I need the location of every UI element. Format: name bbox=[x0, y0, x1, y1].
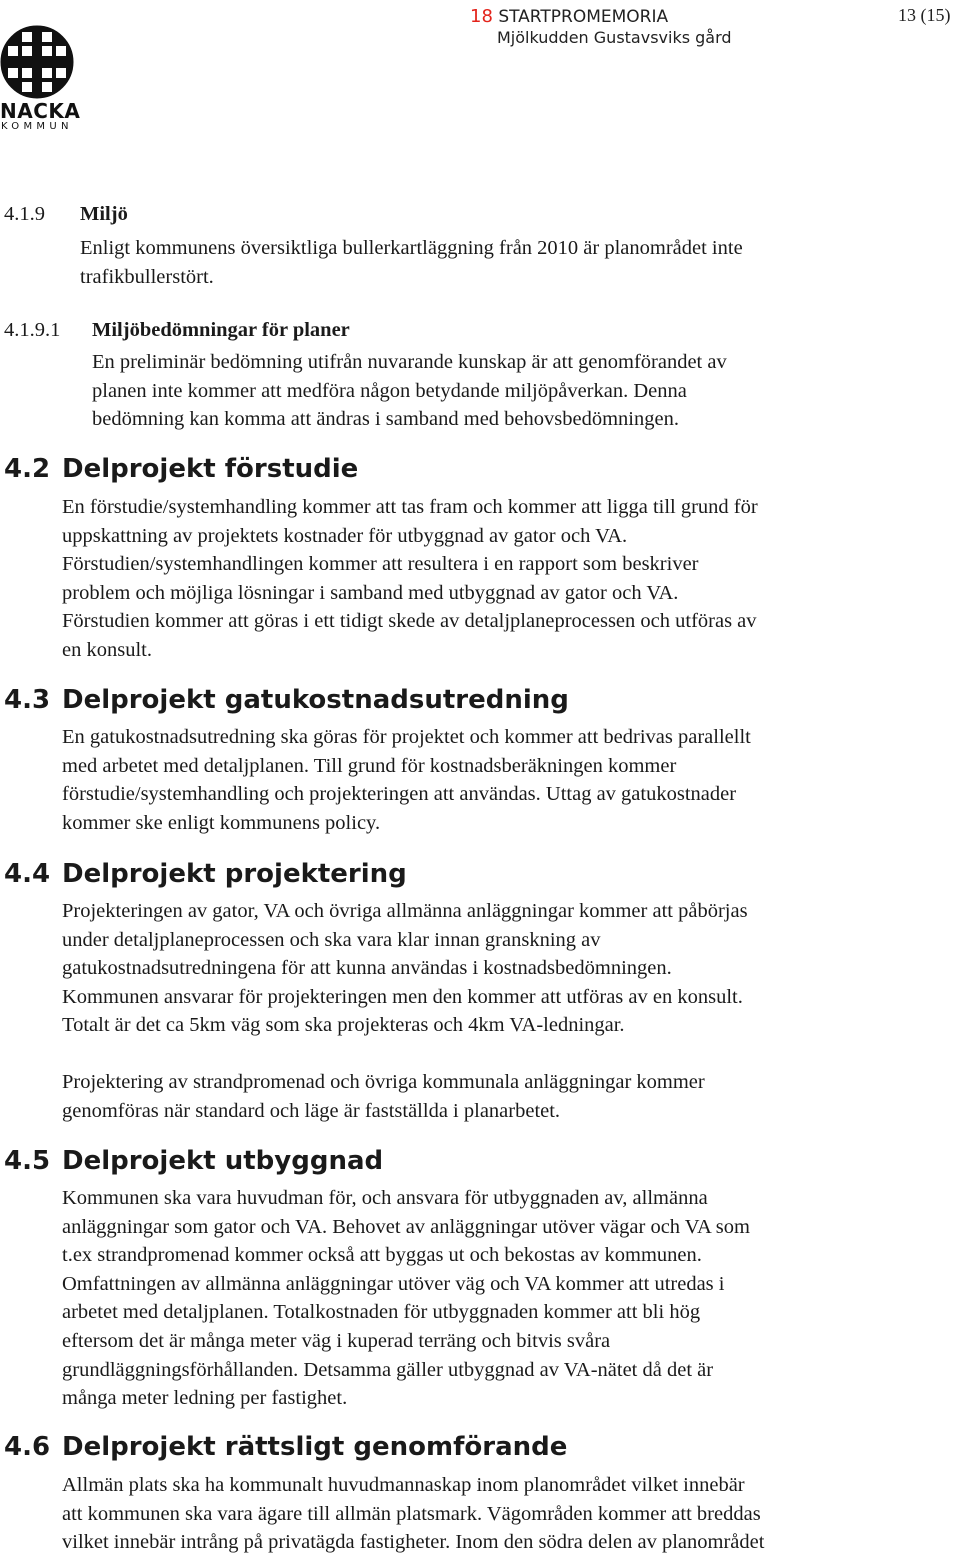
section-number-4-1-9: 4.1.9 bbox=[4, 203, 45, 225]
section-number-4-5: 4.5 bbox=[4, 1146, 51, 1176]
section-body-4-6: Allmän plats ska ha kommunalt huvudmannaskap inom planområdet vilket innebär att kommunen ska vara ägare till allmän platsmark. Vägområden kommer att breddas vilket innebär intrång på privatägda fastigheter. Inom den södra delen av planområdet bbox=[62, 1474, 765, 1554]
section-body-4-1-9-1: En preliminär bedömning utifrån nuvarande kunskap är att genomförandet av planen inte kommer att medföra någon betydande miljöpåverkan. Denna bedömning kan komma att ändras i samband med behovsbedömningen. bbox=[92, 351, 727, 431]
section-body-4-4-part2: Projektering av strandpromenad och övriga kommunala anläggningar kommer genomföras när standard och läge är fastställda i planarbetet. bbox=[62, 1071, 705, 1122]
section-number-4-4: 4.4 bbox=[4, 859, 51, 889]
section-title-4-1-9-1: Miljöbedömningar för planer bbox=[92, 319, 350, 341]
section-title-4-2: Delprojekt förstudie bbox=[62, 454, 359, 484]
section-title-4-6: Delprojekt rättsligt genomförande bbox=[62, 1432, 568, 1462]
section-body-4-1-9: Enligt kommunens översiktliga bullerkartläggning från 2010 är planområdet inte trafikbullerstört. bbox=[80, 237, 743, 288]
section-body-4-5: Kommunen ska vara huvudman för, och ansvara för utbyggnaden av, allmänna anläggningar som gator och VA. Behovet av anläggningar utöver vägar och VA som t.ex strandpromenad kommer också att byggas ut och bekostas av kommunen. Omfattningen av allmänna anläggningar utöver väg och VA kommer att utredas i arbetet med detaljplanen. Totalkostnaden för utbyggnaden kommer att bli hög eftersom det är många meter väg i kuperad terräng och bitvis svåra grundläggningsförhållanden. Detsamma gäller utbyggnad av VA-nätet då det är många meter ledning per fastighet. bbox=[62, 1187, 750, 1410]
section-title-4-3: Delprojekt gatukostnadsutredning bbox=[62, 685, 569, 715]
section-title-4-4: Delprojekt projektering bbox=[62, 859, 407, 889]
section-number-4-3: 4.3 bbox=[4, 685, 51, 715]
logo-sub: KOMMUN bbox=[1, 121, 73, 132]
doc-subtitle: Mjölkudden Gustavsviks gård bbox=[497, 28, 732, 47]
section-number-4-1-9-1: 4.1.9.1 bbox=[4, 319, 61, 341]
section-body-4-3: En gatukostnadsutredning ska göras för projektet och kommer att bedrivas parallellt med arbetet med detaljplanen. Till grund för kostnadsberäkningen kommer förstudie/systemhandling och projekteringen att användas. Uttag av gatukostnader kommer ske enligt kommunens policy. bbox=[62, 726, 751, 834]
section-body-4-4: Projekteringen av gator, VA och övriga allmänna anläggningar kommer att påbörjas under detaljplaneprocessen och ska vara klar innan granskning av gatukostnadsutredningena för att kunna användas i kostnadsbedömningen. Kommunen ansvarar för projekteringen men den kommer att utföras av en konsult. Totalt är det ca 5km väg som ska projekteras och 4km VA-ledningar. bbox=[62, 900, 748, 1037]
section-title-4-5: Delprojekt utbyggnad bbox=[62, 1146, 384, 1176]
nacka-logo bbox=[0, 22, 81, 132]
doc-title: STARTPROMEMORIA bbox=[498, 7, 669, 27]
doc-header bbox=[470, 6, 668, 27]
section-number-4-2: 4.2 bbox=[4, 454, 51, 484]
doc-number: 18 bbox=[470, 6, 493, 27]
page-number: 13 (15) bbox=[898, 5, 951, 25]
section-title-4-1-9: Miljö bbox=[80, 203, 128, 225]
nacka-emblem-icon bbox=[0, 22, 76, 102]
section-number-4-6: 4.6 bbox=[4, 1432, 51, 1462]
section-body-4-2: En förstudie/systemhandling kommer att tas fram och kommer att ligga till grund för uppskattning av projektets kostnader för utbyggnad av gator och VA. Förstudien/systemhandlingen kommer att resultera i en rapport som beskriver problem och möjliga lösningar i samband med utbyggnad av gator och VA. Förstudien kommer att göras i ett tidigt skede av detaljplaneprocessen och utföras av en konsult. bbox=[62, 496, 758, 661]
logo-name: NACKA bbox=[0, 99, 81, 123]
